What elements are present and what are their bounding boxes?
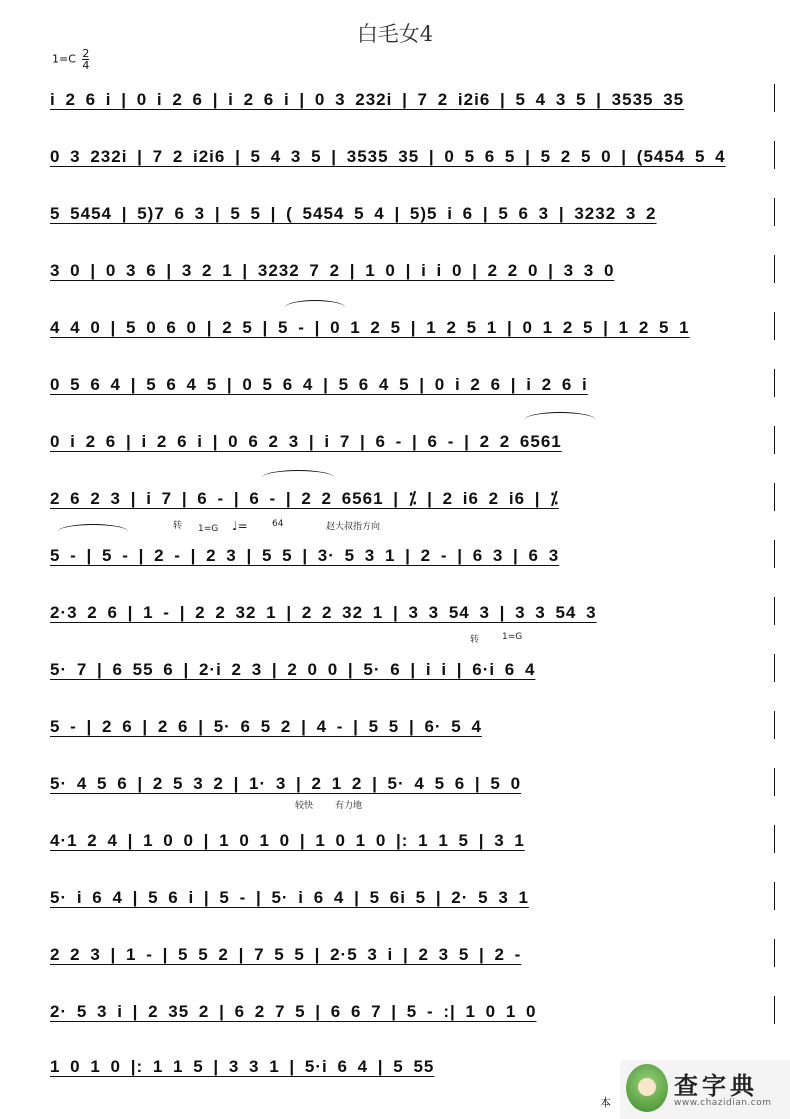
notation-line: 2 6 2 3 | i 7 | 6 - | 6 - | 2 2 6561 | ⁒ | 2 i6 2 i6 | ⁒ bbox=[50, 489, 559, 508]
notation-line: 5 5454 | 5)7 6 3 | 5 5 | ( 5454 5 4 | 5)5 i 6 | 5 6 3 | 3232 3 2 bbox=[50, 204, 657, 223]
notation-line: 0 5 6 4 | 5 6 4 5 | 0 5 6 4 | 5 6 4 5 | 0 i 2 6 | i 2 6 i bbox=[50, 375, 588, 394]
notation-line: 4·1 2 4 | 1 0 0 | 1 0 1 0 | 1 0 1 0 |: 1 1 5 | 3 1 bbox=[50, 831, 525, 850]
barline bbox=[774, 255, 775, 283]
score-row bbox=[30, 363, 775, 403]
notation-line: i 2 6 i | 0 i 2 6 | i 2 6 i | 0 3 232i | 7 2 i2i6 | 5 4 3 5 | 3535 35 bbox=[50, 90, 685, 109]
barline bbox=[774, 141, 775, 169]
notation-line: 2· 5 3 i | 2 35 2 | 6 2 7 5 | 6 6 7 | 5 - :| 1 0 1 0 bbox=[50, 1002, 537, 1021]
notation-line: 5· 4 5 6 | 2 5 3 2 | 1· 3 | 2 1 2 | 5· 4 5 6 | 5 0 bbox=[50, 774, 522, 793]
notation-line: 5 - | 2 6 | 2 6 | 5· 6 5 2 | 4 - | 5 5 | 6· 5 4 bbox=[50, 717, 482, 736]
logo-url: www.chazidian.com bbox=[674, 1098, 772, 1108]
slur-mark bbox=[285, 300, 345, 315]
score-row bbox=[30, 78, 775, 118]
barline bbox=[774, 939, 775, 967]
key-signature bbox=[52, 48, 89, 71]
page-title: 白毛女4 bbox=[356, 22, 434, 46]
notation-line: 0 3 232i | 7 2 i2i6 | 5 4 3 5 | 3535 35 | 0 5 6 5 | 5 2 5 0 | (5454 5 4 bbox=[50, 147, 726, 166]
score-row bbox=[30, 648, 775, 688]
barline bbox=[774, 882, 775, 910]
key-label: 1=C bbox=[52, 52, 76, 66]
notation-line: 2·3 2 6 | 1 - | 2 2 32 1 | 2 2 32 1 | 3 3 54 3 | 3 3 54 3 bbox=[50, 603, 597, 622]
notation-line: 1 0 1 0 |: 1 1 5 | 3 3 1 | 5·i 6 4 | 5 55 bbox=[50, 1057, 435, 1076]
score-row bbox=[30, 420, 775, 460]
barline bbox=[774, 369, 775, 397]
modulation-note: 转 bbox=[173, 521, 183, 531]
score-row bbox=[30, 933, 775, 973]
stage-direction: 赵大叔指方向 bbox=[326, 522, 381, 532]
footer-mark: 本 bbox=[600, 1096, 611, 1109]
barline bbox=[774, 996, 775, 1024]
score-row bbox=[30, 477, 775, 517]
barline bbox=[774, 483, 775, 511]
slur-mark bbox=[262, 470, 334, 485]
logo-name: 查字典 bbox=[674, 1072, 758, 1100]
barline bbox=[774, 426, 775, 454]
time-signature-top: 2 bbox=[82, 47, 90, 60]
notation-line: 4 4 0 | 5 0 6 0 | 2 5 | 5 - | 0 1 2 5 | 1 2 5 1 | 0 1 2 5 | 1 2 5 1 bbox=[50, 318, 690, 337]
notation-line: 5· i 6 4 | 5 6 i | 5 - | 5· i 6 4 | 5 6i 5 | 2· 5 3 1 bbox=[50, 888, 529, 907]
notation-line: 3 0 | 0 3 6 | 3 2 1 | 3232 7 2 | 1 0 | i i 0 | 2 2 0 | 3 3 0 bbox=[50, 261, 615, 280]
barline bbox=[774, 312, 775, 340]
score-row bbox=[30, 192, 775, 232]
notation-line: 2 2 3 | 1 - | 5 5 2 | 7 5 5 | 2·5 3 i | 2 3 5 | 2 - bbox=[50, 945, 522, 964]
score-row bbox=[30, 249, 775, 289]
barline bbox=[774, 654, 775, 682]
barline bbox=[774, 540, 775, 568]
expression-mark: 较快 bbox=[295, 801, 314, 811]
score-row bbox=[30, 306, 775, 346]
barline bbox=[774, 198, 775, 226]
barline bbox=[774, 84, 775, 112]
slur-mark bbox=[58, 524, 128, 539]
notation-line: 5· 7 | 6 55 6 | 2·i 2 3 | 2 0 0 | 5· 6 | i i | 6·i 6 4 bbox=[50, 660, 536, 679]
modulation-note: 转 bbox=[470, 635, 480, 645]
time-signature-bottom: 4 bbox=[82, 59, 90, 72]
expression-mark: 有力地 bbox=[335, 801, 363, 811]
modulation-key: 1=G bbox=[198, 524, 219, 534]
slur-mark bbox=[525, 412, 595, 427]
notation-line: 0 i 2 6 | i 2 6 i | 0 6 2 3 | i 7 | 6 - | 6 - | 2 2 6561 bbox=[50, 432, 562, 451]
logo-icon bbox=[626, 1064, 668, 1112]
barline bbox=[774, 711, 775, 739]
barline bbox=[774, 597, 775, 625]
score-row bbox=[30, 876, 775, 916]
score-row bbox=[30, 705, 775, 745]
score-row bbox=[30, 534, 775, 574]
tempo-value: 64 bbox=[272, 519, 284, 529]
barline bbox=[774, 768, 775, 796]
score-row bbox=[30, 819, 775, 859]
score-row bbox=[30, 762, 775, 802]
modulation-key: 1=G bbox=[502, 632, 523, 642]
score-row bbox=[30, 990, 775, 1030]
notation-line: 5 - | 5 - | 2 - | 2 3 | 5 5 | 3· 5 3 1 | 2 - | 6 3 | 6 3 bbox=[50, 546, 560, 565]
tempo-mark: ♩= bbox=[232, 519, 248, 533]
time-signature bbox=[82, 48, 89, 71]
barline bbox=[774, 825, 775, 853]
score-row bbox=[30, 591, 775, 631]
site-logo bbox=[620, 1060, 790, 1119]
score-row bbox=[30, 135, 775, 175]
